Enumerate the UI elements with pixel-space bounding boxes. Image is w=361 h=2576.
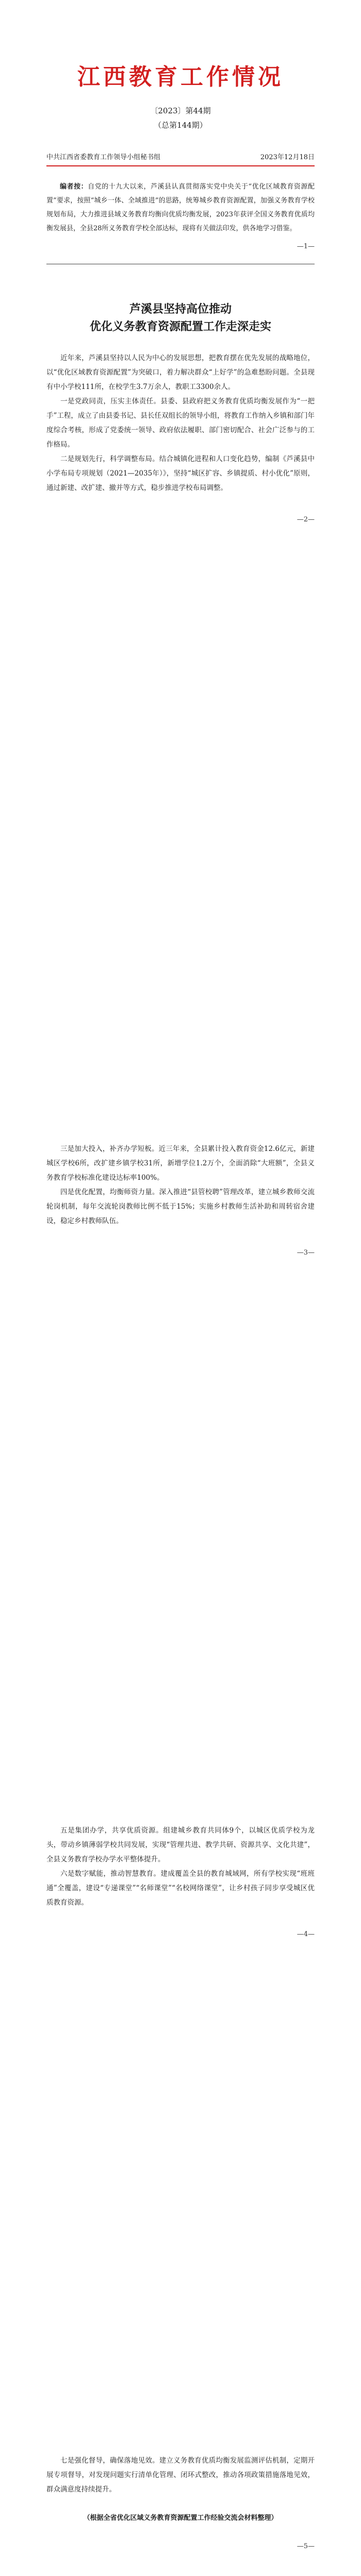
page-number: —4— <box>297 1930 315 1938</box>
page-number: —1— <box>297 243 315 250</box>
editor-note-text: 自党的十九大以来，芦溪县认真贯彻落实党中央关于“优化区域教育资源配置”要求，按照“城乡一体、全域推进”的思路，统筹城乡教育资源配置，加强义务教育学校规划布局，大力推进县域义务教育均衡向优质均衡发展，2023年获评全国义务教育优质均衡发展县，全县28所义务教育学校全部达标，现将有关做法印发，供各地学习借鉴。 <box>46 183 315 232</box>
editor-note-label: 编者按： <box>60 183 88 191</box>
article-paragraph: 二是规划先行，科学调整布局。结合城镇化进程和人口变化趋势，编制《芦溪县中小学布局专项规划（2021—2035年）》，坚持“城区扩容、乡镇提质、村小优化”原则，通过新建、改扩建、撤并等方式，稳步推进学校布局调整。 <box>46 455 315 492</box>
article-paragraph: 三是加大投入，补齐办学短板。近三年来，全县累计投入教育资金12.6亿元，新建城区学校6所，改扩建乡镇学校31所，新增学位1.2万个，全面消除“大班额”，全县义务教育学校标准化建设达标率100%。 <box>46 1145 315 1182</box>
article-paragraph: 四是优化配置，均衡师资力量。深入推进“县管校聘”管理改革，建立城乡教师交流轮岗机制，每年交流轮岗教师比例不低于15%；实施乡村教师生活补助和周转宿舍建设，稳定乡村教师队伍。 <box>46 1188 315 1225</box>
publisher-row <box>46 151 315 161</box>
bulletin-title: 江西教育工作情况 <box>77 64 284 90</box>
article-title-line: 优化义务教育资源配置工作走深走实 <box>89 320 271 333</box>
article-body-page1 <box>46 351 315 495</box>
total-issue-number: （总第144期） <box>154 121 207 130</box>
page-number: —5— <box>297 2543 315 2550</box>
article-paragraph: 一是党政同责，压实主体责任。县委、县政府把义务教育优质均衡发展作为“一把手”工程，成立了由县委书记、县长任双组长的领导小组，将教育工作纳入乡镇和部门年度综合考核，形成了党委统一领导、政府依法履职、部门密切配合、社会广泛参与的工作格局。 <box>46 397 315 449</box>
article-paragraph: 五是集团办学，共享优质资源。组建城乡教育共同体9个，以城区优质学校为龙头，带动乡镇薄弱学校共同发展，实现“管理共进、教学共研、资源共享、文化共建”，全县义务教育学校办学水平整体提升。 <box>46 1826 315 1863</box>
article-title-line: 芦溪县坚持高位推动 <box>129 302 232 316</box>
source-note: （根据全省优化区域义务教育资源配置工作经验交流会材料整理） <box>83 2514 278 2522</box>
article-paragraph: 近年来，芦溪县坚持以人民为中心的发展思想，把教育摆在优先发展的战略地位，以“优化区域教育资源配置”为突破口，着力解决群众“上好学”的急难愁盼问题。全县现有中小学校111所，在校学生3.7万余人，教职工3300余人。 <box>46 354 315 391</box>
article-title <box>46 300 315 335</box>
page-number: —3— <box>297 1249 315 1257</box>
publish-date: 2023年12月18日 <box>260 154 315 161</box>
article-body-page3 <box>46 1142 315 1228</box>
editor-note <box>46 180 315 235</box>
page-number: —2— <box>297 516 315 523</box>
red-divider <box>46 165 315 166</box>
issue-number: 〔2023〕第44期 <box>150 106 211 115</box>
article-paragraph: 七是强化督导，确保落地见效。建立义务教育优质均衡发展监测评估机制，定期开展专项督导，对发现问题实行清单化管理、闭环式整改，推动各项政策措施落地见效，群众满意度持续提升。 <box>46 2456 315 2494</box>
article-body-page5 <box>46 2453 315 2497</box>
masthead <box>46 0 315 166</box>
article-body-page4 <box>46 1823 315 1910</box>
article-paragraph: 六是数字赋能，推动智慧教育。建成覆盖全县的教育城域网，所有学校实现“班班通”全覆盖，建设“专递课堂”“名师课堂”“名校网络课堂”，让乡村孩子同步享受城区优质教育资源。 <box>46 1870 315 1907</box>
publisher: 中共江西省委教育工作领导小组秘书组 <box>46 154 161 161</box>
